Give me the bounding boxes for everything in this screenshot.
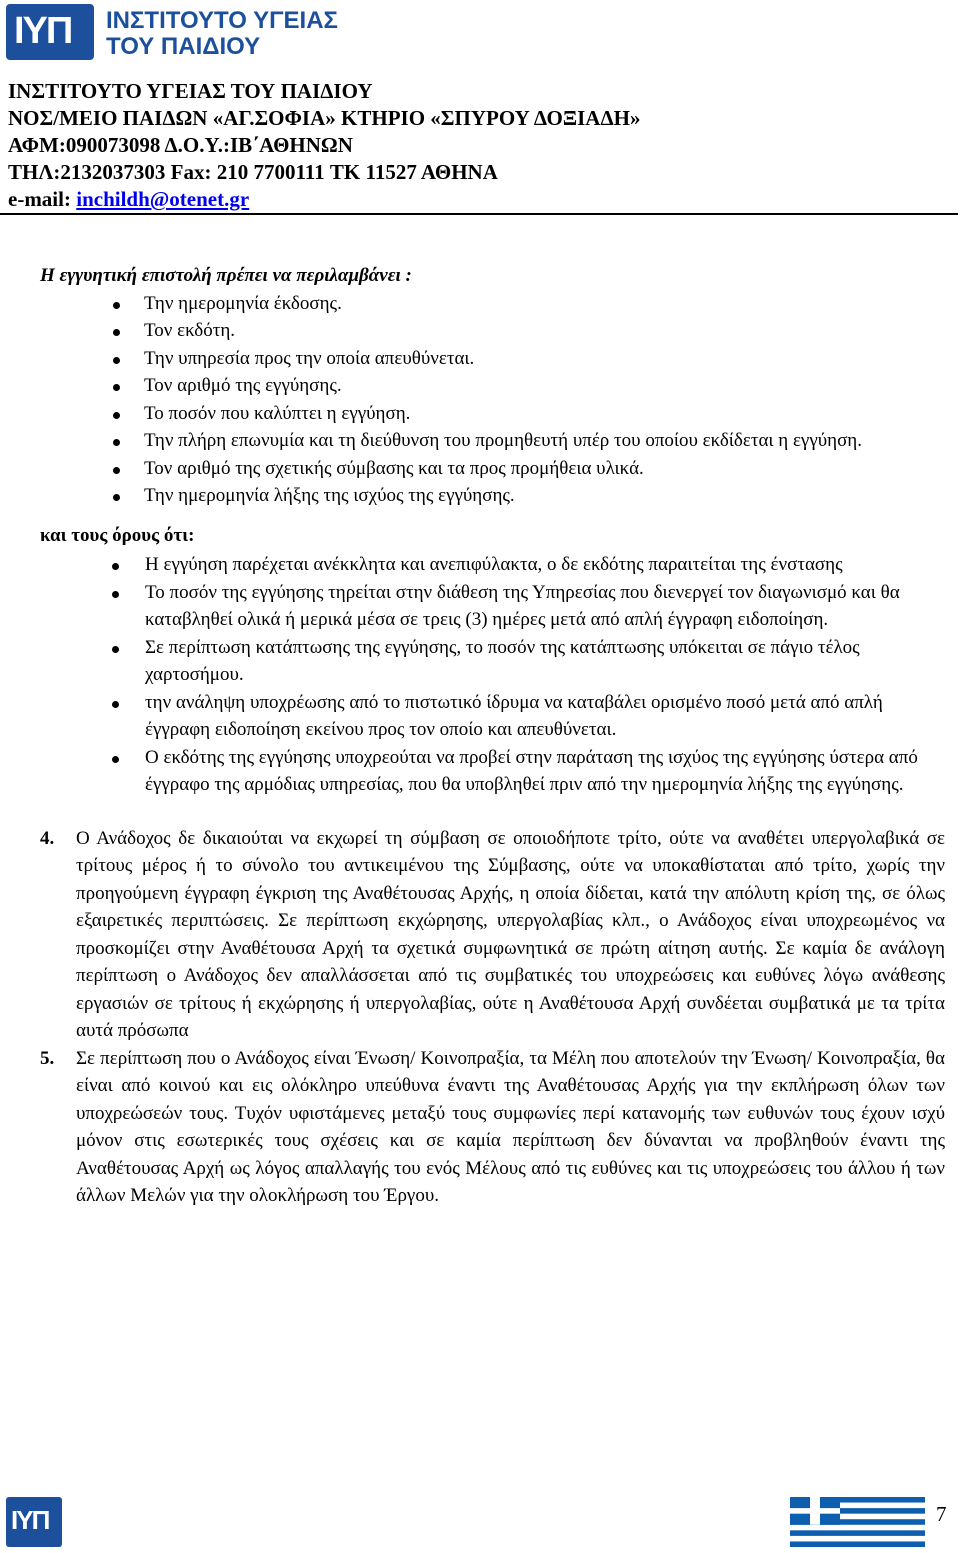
letterhead — [8, 78, 640, 213]
email-line — [8, 186, 640, 213]
bullet-item: Το ποσόν της εγγύησης τηρείται στην διάθεση της Υπηρεσίας που διενεργεί τον διαγωνισμό και θα καταβληθεί ολικά ή μερικά μέσα σε τρεις (3) ημέρες μετά από απλή έγγραφη ειδοποίηση. — [40, 579, 945, 634]
numbered-clause — [40, 825, 945, 1045]
logo-line-2: ΤΟΥ ΠΑΙΔΙΟΥ — [106, 33, 261, 60]
bullet-item: Τον εκδότη. — [40, 317, 945, 345]
bullet-item: Την υπηρεσία προς την οποία απευθύνεται. — [40, 345, 945, 373]
bullet-item: Η εγγύηση παρέχεται ανέκκλητα και ανεπιφύλακτα, ο δε εκδότης παραιτείται της ένστασης — [40, 551, 945, 579]
bullet-item: Την πλήρη επωνυμία και τη διεύθυνση του προμηθευτή υπέρ του οποίου εκδίδεται η εγγύηση. — [40, 427, 945, 455]
section-2-list — [40, 551, 945, 799]
footer-logo — [6, 1497, 62, 1547]
bullet-item: Ο εκδότης της εγγύησης υποχρεούται να προβεί στην παράταση της ισχύος της εγγύησης ύστερα από έγγραφο της αρμόδιας υπηρεσίας, που θα υποβληθεί πριν από την ημερομηνία λήξης της εγγύησης. — [40, 744, 945, 799]
bullet-item: Το ποσόν που καλύπτει η εγγύηση. — [40, 400, 945, 428]
bullet-item: την ανάληψη υποχρέωσης από το πιστωτικό ίδρυμα να καταβάλει ορισμένο ποσό μετά από απλή έγγραφη ειδοποίηση εκείνου προς τον οποίο και απευθύνεται. — [40, 689, 945, 744]
institute-name: ΙΝΣΤΙΤΟΥΤΟ ΥΓΕΙΑΣ ΤΟΥ ΠΑΙΔΙΟΥ — [8, 79, 373, 103]
logo-mark-text: ΙΥΠ — [14, 10, 72, 52]
hospital-address: ΝΟΣ/ΜΕΙΟ ΠΑΙΔΩΝ «ΑΓ.ΣΟΦΙΑ» ΚΤΗΡΙΟ «ΣΠΥΡΟΥ ΔΟΞΙΑΔΗ» — [8, 106, 641, 130]
clause-text: Ο Ανάδοχος δε δικαιούται να εκχωρεί τη σύμβαση σε οποιοδήποτε τρίτο, ούτε να αναθέτει υπεργολαβικά σε τρίτους μέρος ή το σύνολο του αντικειμένου της Σύμβασης, ούτε να υποκαθίσταται από τρίτο, χωρίς την προηγούμενη έγγραφη έγκριση της Αναθέτουσας Αρχής, η οποία δίδεται, κατά την απόλυτη κρίση της, σε όλως εξαιρετικές περιπτώσεις. Σε περίπτωση εκχώρησης, υπεργολαβίας κλπ., ο Ανάδοχος είναι υποχρεωμένος να προσκομίζει στην Αναθέτουσα Αρχή τα σχετικά συμφωνητικά σε πρώτη αίτηση αυτής. Σε καμία δε ανάλογη περίπτωση ο Ανάδοχος δεν απαλλάσσεται από τις συμβατικές του υποχρεώσεις και ευθύνες λόγω ανάθεσης εργασιών σε τρίτους ή εκχώρησης ή υπεργολαβίας, ούτε η Αναθέτουσα Αρχή συνδέεται συμβατικά με τα τρίτα αυτά πρόσωπα — [76, 827, 945, 1041]
bullet-item: Τον αριθμό της σχετικής σύμβασης και τα προς προμήθεια υλικά. — [40, 455, 945, 483]
bullet-item: Την ημερομηνία έκδοσης. — [40, 290, 945, 318]
logo-mark — [6, 4, 94, 60]
header-divider — [0, 213, 958, 215]
section-2-heading: και τους όρους ότι: — [40, 524, 195, 546]
page-number: 7 — [936, 1502, 947, 1526]
clause-number: 4. — [40, 827, 55, 849]
footer-logo-text: ΙΥΠ — [11, 1505, 49, 1535]
email-label: e-mail: — [8, 187, 77, 211]
logo-line-1: ΙΝΣΤΙΤΟΥΤΟ ΥΓΕΙΑΣ — [106, 7, 338, 34]
phone-fax: ΤΗΛ:2132037303 Fax: 210 7700111 ΤΚ 11527 ΑΘΗΝΑ — [8, 160, 498, 184]
clause-text: Σε περίπτωση που ο Ανάδοχος είναι Ένωση/ Κοινοπραξία, τα Μέλη που αποτελούν την Ένωση/ Κοινοπραξία, θα είναι από κοινού και εις ολόκληρο υπεύθυνα έναντι της Αναθέτουσας Αρχής για την εκπλήρωση όλων των υποχρεώσεών τους. Τυχόν υφιστάμενες μεταξύ τους συμφωνίες περί κατανομής των ευθυνών τους έχουν ισχύ μόνον στις εσωτερικές τους σχέσεις και σε καμία περίπτωση δεν δύνανται να προβληθούν έναντι της Αναθέτουσας Αρχή ως λόγος απαλλαγής του ενός Μέλους από τις ευθύνες και τις υποχρεώσεις του άλλου ή των άλλων Μελών για την ολοκλήρωση του Έργου. — [76, 1047, 945, 1206]
document-body — [40, 262, 945, 1210]
numbered-clauses — [40, 825, 945, 1210]
email-link[interactable]: inchildh@otenet.gr — [76, 187, 250, 211]
tax-info: ΑΦΜ:090073098 Δ.Ο.Υ.:ΙΒ΄ΑΘΗΝΩΝ — [8, 133, 353, 157]
greek-flag-icon — [790, 1497, 925, 1547]
bullet-item: Την ημερομηνία λήξης της ισχύος της εγγύησης. — [40, 482, 945, 510]
bullet-item: Σε περίπτωση κατάπτωσης της εγγύησης, το ποσόν της κατάπτωσης υπόκειται σε πάγιο τέλος χαρτοσήμου. — [40, 634, 945, 689]
section-1-list — [40, 290, 945, 510]
clause-number: 5. — [40, 1047, 55, 1069]
bullet-item: Τον αριθμό της εγγύησης. — [40, 372, 945, 400]
logo-text — [106, 8, 338, 60]
numbered-clause — [40, 1045, 945, 1210]
section-1-heading: Η εγγυητική επιστολή πρέπει να περιλαμβάνει : — [40, 265, 412, 286]
institute-logo — [6, 4, 366, 60]
